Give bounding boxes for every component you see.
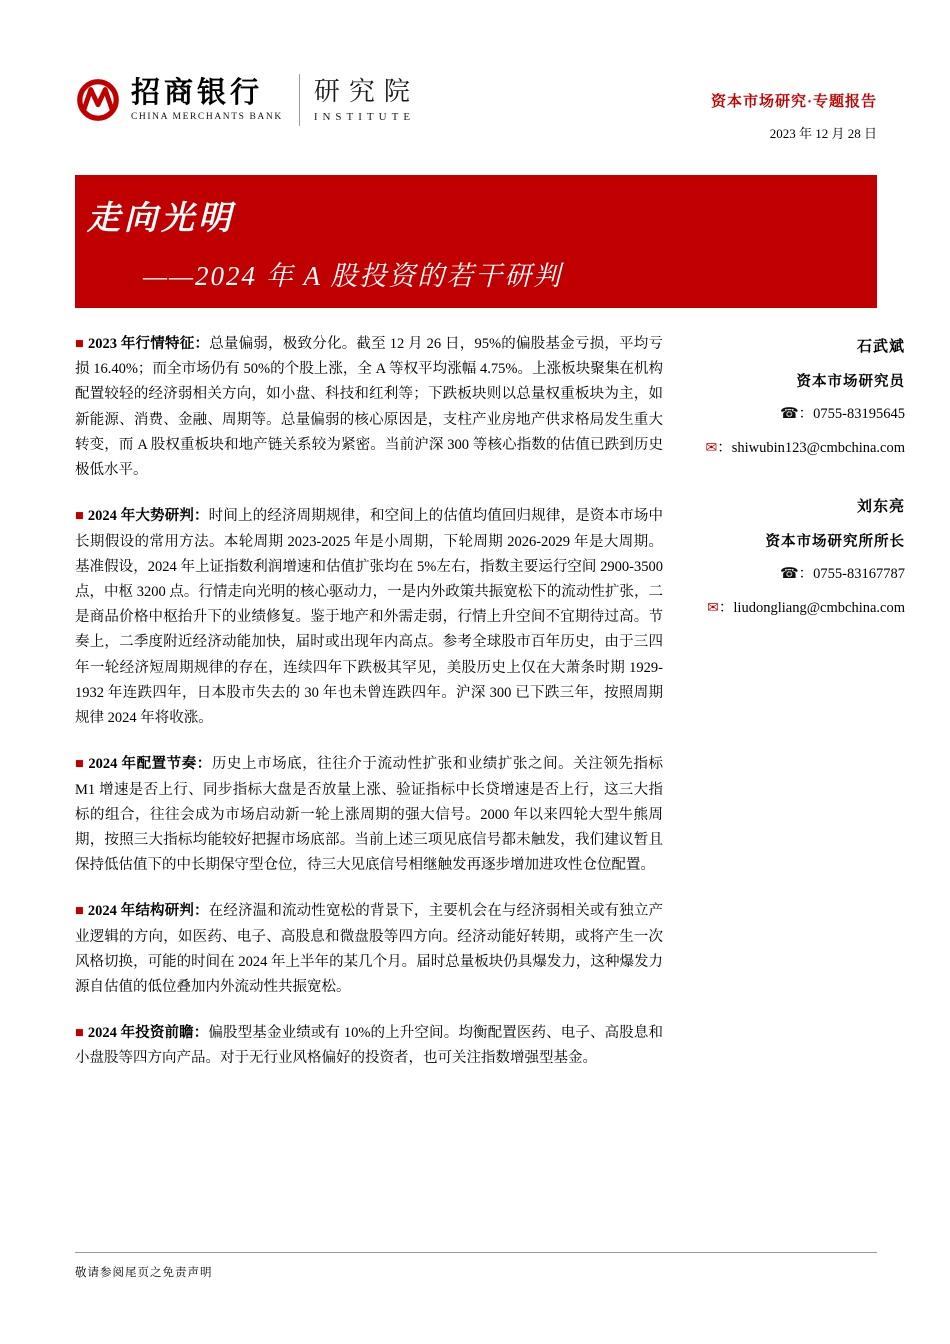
section-body-text: 历史上市场底，往往介于流动性扩张和业绩扩张之间。关注领先指标 M1 增速是否上行、同步指标大盘是否放量上涨、验证指标中长贷增速是否上行，这三大指标的组合，往往会成为市场启动新一轮上涨周期的强大信号。2000 年以来四轮大型牛熊周期，按照三大指标均能较好把握市场底部。当前上述三项见底信号都未触发，我们建议暂且保持低估值下的中长期保守型仓位，待三大见底信号相继触发再逐步增加进攻性仓位配置。	[75, 756, 664, 874]
colon-separator: ：	[717, 439, 732, 456]
analyst-phone-line	[663, 405, 905, 425]
section-structure-outlook	[75, 899, 663, 1000]
section-investment-preview	[75, 1021, 663, 1071]
report-content	[75, 332, 905, 1232]
section-marker: ■	[75, 903, 84, 920]
bank-name-en: CHINA MERCHANTS BANK	[131, 112, 283, 123]
colon-separator: ：	[718, 599, 734, 616]
email-icon: ✉	[707, 600, 719, 616]
report-title: 走向光明	[87, 201, 235, 237]
institute-name-cn: 研究院	[313, 76, 419, 106]
report-date: 2023 年 12 月 28 日	[769, 126, 877, 141]
report-meta	[711, 74, 877, 142]
phone-icon: ☎	[779, 406, 799, 423]
bank-name-cn: 招商银行	[131, 76, 264, 109]
analyst-email-line	[663, 439, 905, 458]
report-subtitle: ——2024 年 A 股投资的若干研判	[143, 261, 563, 291]
analyst-card	[663, 498, 905, 618]
analyst-name: 石武斌	[856, 339, 905, 355]
colon-separator: ：	[798, 566, 814, 583]
brand-divider	[299, 74, 300, 126]
analyst-phone-line	[663, 565, 905, 585]
brand-block	[75, 74, 419, 126]
analyst-title: 资本市场研究所所长	[765, 533, 905, 550]
disclaimer-note: 敬请参阅尾页之免责声明	[75, 1267, 213, 1279]
section-market-review	[75, 332, 663, 483]
section-heading: 2023 年行情特征：	[87, 336, 210, 352]
section-body-text: 时间上的经济周期规律，和空间上的估值均值回归规律，是资本市场中长期假设的常用方法。本轮周期 2023-2025 年是小周期，下轮周期 2026-2029 年是大周期。基准假设，2024 年上证指数利润增速和估值扩张均在 5%左右，指数主要运行空间 2900-3500 点，中枢 3200 点。行情走向光明的核心驱动力，一是内外政策共振宽松下的流动性扩张，二是商品价格中枢抬升下的业绩修复。鉴于地产和外需走弱，行情上升空间不宜期待过高。节奏上，二季度附近经济动能加快，届时或出现年内高点。参考全球股市百年历史，由于三四年一轮经济短周期规律的存在，连续四年下跌极其罕见，美股历史上仅在大萧条时期 1929-1932 年连跌四年，日本股市失去的 30 年也未曾连跌四年。沪深 300 已下跌三年，按照周期规律 2024 年将收涨。	[75, 508, 663, 727]
analyst-panel	[663, 338, 905, 618]
report-header	[75, 74, 877, 142]
analyst-name: 刘东亮	[856, 499, 905, 516]
colon-separator: ：	[798, 406, 814, 423]
section-body-text: 在经济温和流动性宽松的背景下，主要机会在与经济弱相关或有独立产业逻辑的方向，如医药、电子、高股息和微盘股等四方向。经济动能好转期，或将产生一次风格切换，可能的时间在 2024 年上半年的某几个月。届时总量板块仍具爆发力，这种爆发力源自估值的低位叠加内外流动性共振宽松。	[75, 903, 663, 996]
email-icon: ✉	[705, 440, 718, 456]
section-heading: 2024 年大势研判：	[87, 508, 209, 525]
title-banner	[75, 175, 877, 308]
section-body-text: 偏股型基金业绩或有 10%的上升空间。均衡配置医药、电子、高股息和小盘股等四方向产品。对于无行业风格偏好的投资者，也可关注指数增强型基金。	[75, 1025, 663, 1067]
cmb-logo-icon	[75, 77, 121, 123]
analyst-phone: 0755-83167787	[813, 566, 905, 583]
section-allocation-timing	[75, 752, 663, 878]
section-trend-outlook	[75, 504, 663, 731]
section-body-text: 总量偏弱，极致分化。截至 12 月 26 日，95%的偏股基金亏损，平均亏损 16.40%；而全市场仍有 50%的个股上涨，全 A 等权平均涨幅 4.75%。上涨板块聚集在机构配置较轻的经济弱相关方向，如小盘、科技和红利等；下跌板块则以总量权重板块为主，如新能源、消费、金融、周期等。总量偏弱的核心原因是，支柱产业房地产供求格局发生重大转变，而 A 股权重板块和地产链关系较为紧密。当前沪深 300 等核心指数的估值已跌到历史极低水平。	[75, 336, 663, 479]
section-marker: ■	[75, 336, 84, 352]
page-footer	[75, 1252, 877, 1280]
section-marker: ■	[75, 756, 85, 773]
section-heading: 2024 年结构研判：	[87, 903, 209, 920]
section-marker: ■	[75, 508, 84, 525]
analyst-title: 资本市场研究员	[796, 373, 905, 390]
section-heading: 2024 年投资前瞻：	[87, 1025, 209, 1042]
analyst-email: liudongliang@cmbchina.com	[733, 599, 905, 616]
institute-block	[314, 77, 419, 124]
section-heading: 2024 年配置节奏：	[88, 756, 212, 773]
analyst-email-line	[663, 599, 905, 618]
section-marker: ■	[75, 1025, 84, 1042]
analyst-phone: 0755-83195645	[813, 406, 905, 423]
report-body	[75, 332, 663, 1093]
analyst-email: shiwubin123@cmbchina.com	[731, 439, 905, 456]
report-type: 资本市场研究·专题报告	[710, 94, 877, 110]
analyst-card	[663, 338, 905, 458]
institute-name-en: INSTITUTE	[313, 111, 416, 124]
bank-name-block	[131, 78, 283, 123]
phone-icon: ☎	[779, 566, 799, 583]
